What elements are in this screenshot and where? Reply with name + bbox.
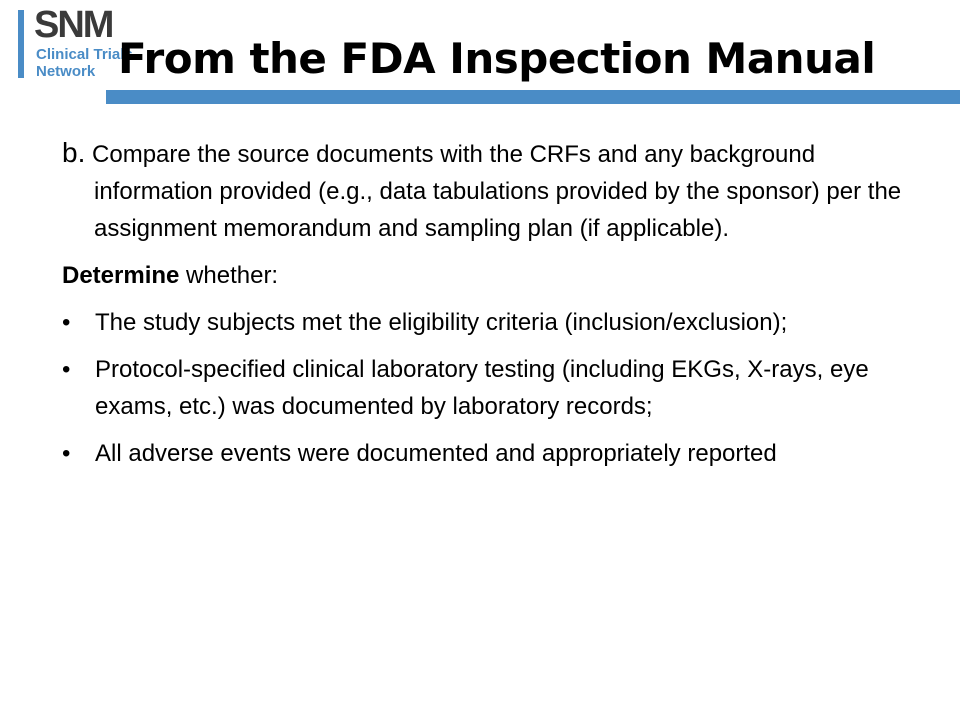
criteria-list [62, 304, 922, 472]
list-item-text: Protocol-specified clinical laboratory testing (including EKGs, X-rays, eye exams, etc.) was documented by laboratory records; [95, 356, 869, 420]
intro-paragraph [62, 134, 922, 247]
list-item-text: The study subjects met the eligibility criteria (inclusion/exclusion); [95, 309, 788, 336]
slide-title: From the FDA Inspection Manual [118, 34, 876, 83]
list-item [62, 351, 922, 425]
list-item-text: All adverse events were documented and appropriately reported [95, 440, 777, 467]
logo-accent-bar [18, 10, 24, 78]
list-item [62, 435, 922, 472]
determine-rest: whether: [186, 262, 279, 289]
logo-subtitle-line2: Network [36, 63, 96, 80]
bullet-icon: • [62, 356, 71, 383]
logo-subtitle-line1: Clinical Trials [36, 46, 133, 63]
bullet-icon: • [62, 309, 71, 336]
title-underline-bar [106, 90, 960, 104]
intro-letter: b. [62, 137, 86, 168]
determine-bold: Determine [62, 262, 180, 289]
determine-line [62, 257, 922, 294]
list-item [62, 304, 922, 341]
bullet-icon: • [62, 440, 71, 467]
slide-body [62, 134, 922, 482]
intro-text: Compare the source documents with the CRFs and any background information provided (e.g., data tabulations provided by the sponsor) per the assignment memorandum and sampling plan (if applicable). [92, 141, 902, 242]
logo-name: SNM [34, 4, 113, 46]
